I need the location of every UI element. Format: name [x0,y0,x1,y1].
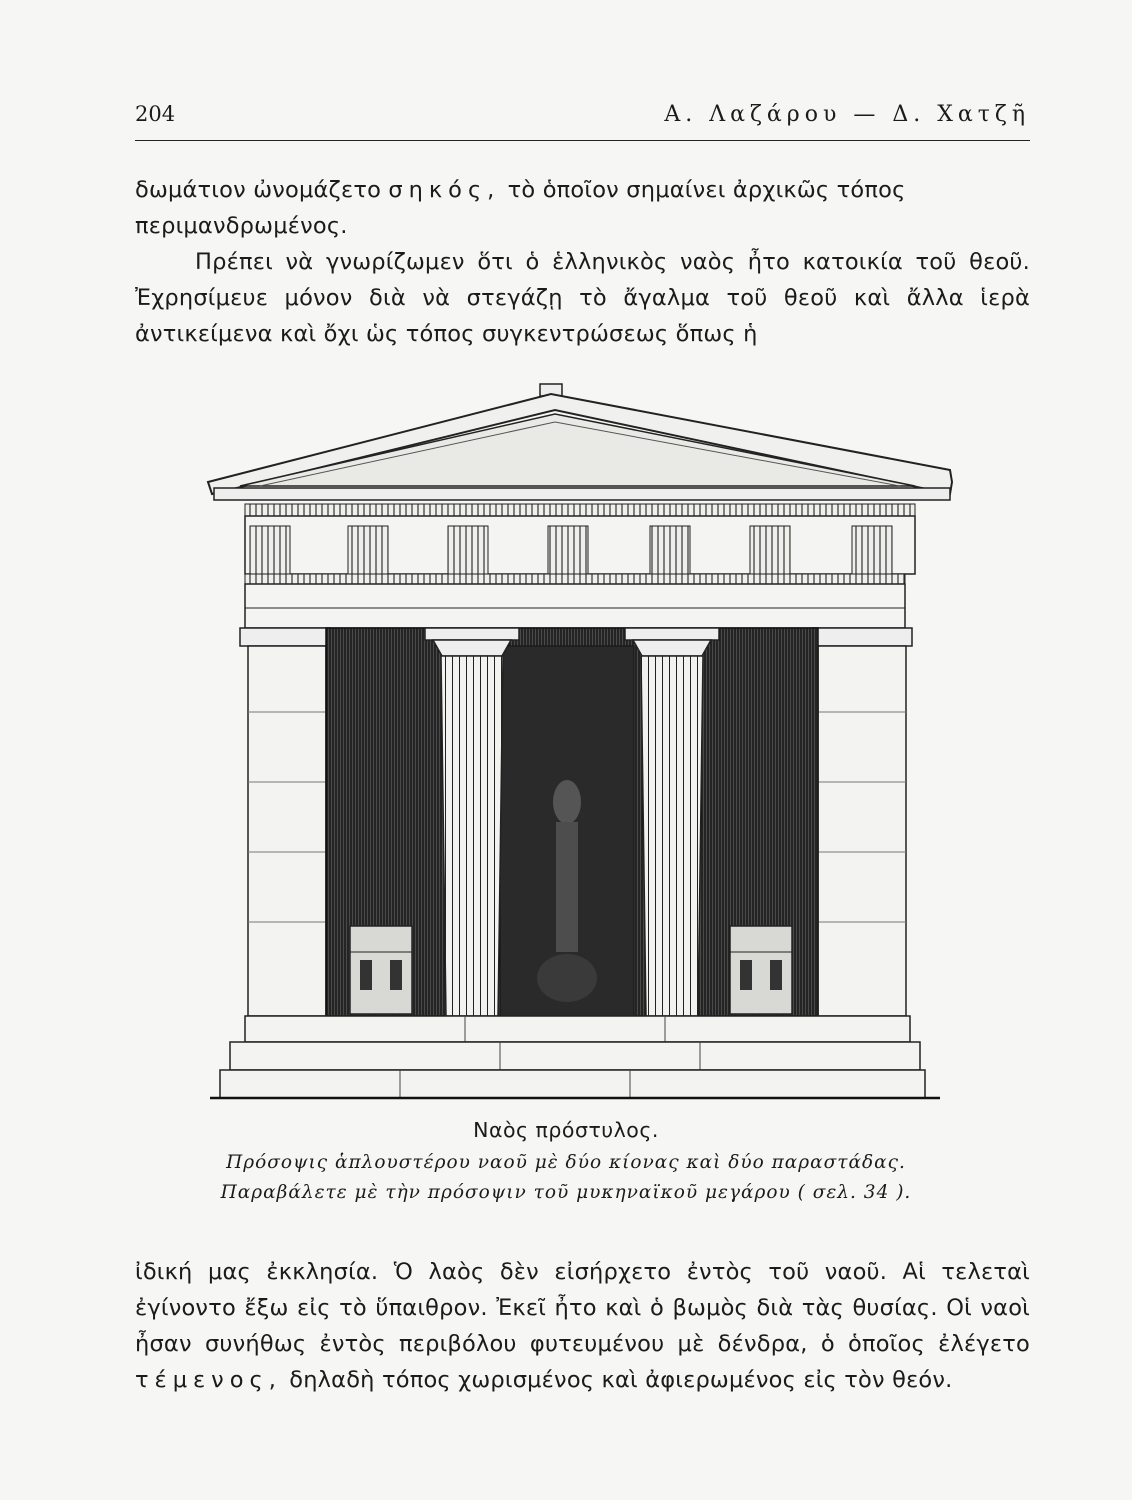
term-sekos: σηκός, [388,177,501,203]
paragraph-3-part-1: ἰδική μας ἐκκλησία. Ὁ λαὸς δὲν εἰσήρχετο ἐντὸς τοῦ ναοῦ. Αἱ τελεταὶ ἐγίνοντο ἔξω εἰς τὸ ὕπαιθρον. Ἐκεῖ ἦτο καὶ ὁ βωμὸς διὰ τὰς θυσίας. Οἱ ναοὶ ἦσαν συνήθως ἐντὸς περιβόλου φυτευμένου μὲ δένδρα, ὁ ὁποῖος ἐλέγετο [135,1259,1030,1357]
steps [210,1016,940,1098]
paragraph-3-part-2: δηλαδὴ τόπος χωρισμένος καὶ ἀφιερωμένος εἰς τὸν θεόν. [281,1367,953,1393]
page-header [135,100,1030,141]
paragraph-2: Πρέπει νὰ γνωρίζωμεν ὅτι ὁ ἑλληνικὸς ναὸς ἦτο κατοικία τοῦ θεοῦ. Ἐχρησίμευε μόνον διὰ νὰ στεγάζῃ τὸ ἄγαλμα τοῦ θεοῦ καὶ ἄλλα ἱερὰ ἀντικείμενα καὶ ὄχι ὡς τόπος συγκεντρώσεως ὅπως ἡ [135,249,1030,347]
bottom-text-block [135,1254,1030,1398]
paragraph-1-end: τὸ ὁποῖον σημαίνει ἀρχικῶς τόπος [500,177,906,203]
paragraph-1-start: δωμάτιον ὠνομάζετο [135,177,389,203]
figure-caption-line-2: Παραβάλετε μὲ τὴν πρόσοψιν τοῦ μυκηναϊκοῦ μεγάρου ( σελ. 34 ). [220,1182,912,1203]
term-temenos: τέμενος, [135,1367,282,1393]
temple-figure [200,382,960,1102]
paragraph-3 [135,1254,1030,1398]
frieze [245,504,915,628]
running-head: Α. Λαζάρου — Δ. Χατζῆ [664,102,1030,127]
figure-caption-title: Ναὸς πρόστυλος. [473,1118,659,1142]
figure-caption-line-1: Πρόσοψις ἁπλουστέρου ναοῦ μὲ δύο κίονας καὶ δύο παραστάδας. [226,1152,906,1173]
top-text-block [135,172,1030,352]
cella [326,628,818,1016]
page-number: 204 [135,102,176,126]
paragraph-1 [135,172,1030,244]
paragraph-1-line-2: περιμανδρωμένος. [135,213,348,239]
pediment [208,384,952,500]
prostyle-temple-illustration [200,382,960,1102]
